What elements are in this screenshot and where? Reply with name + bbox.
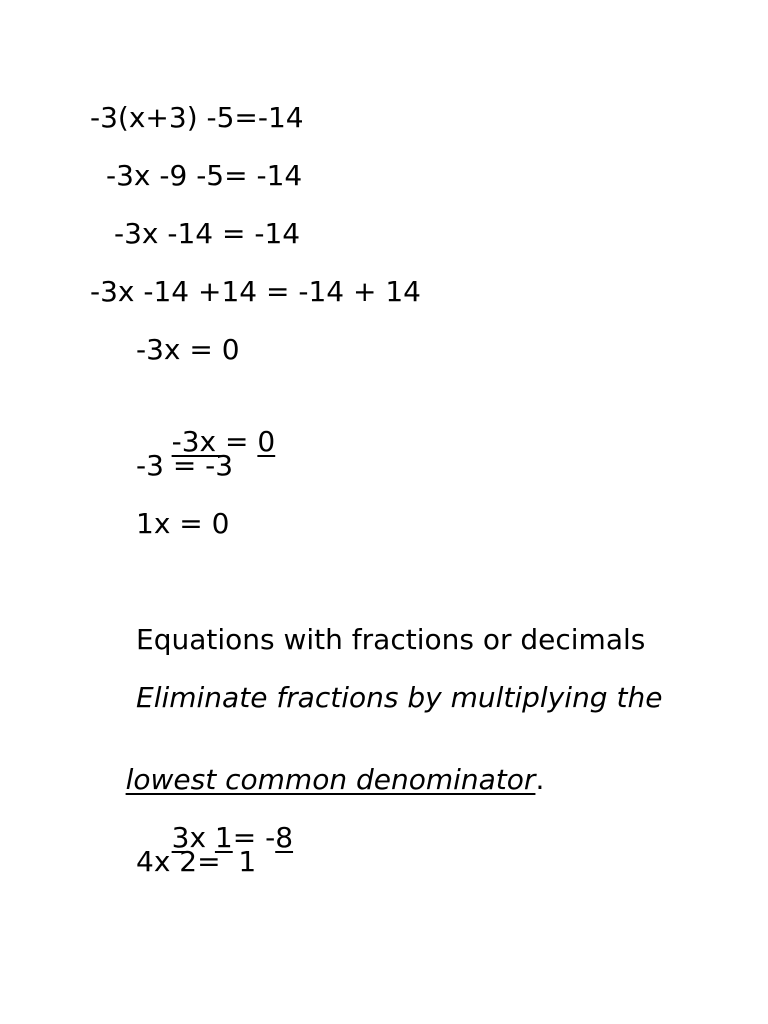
fraction-top-b: x [189,821,215,854]
equation-line-2: -3x -9 -5= -14 [106,159,303,192]
equation-line-4: -3x -14 +14 = -14 + 14 [90,275,421,308]
instruction-line-1: Eliminate fractions by multiplying the [136,681,663,714]
division-left-numerator: -3x [171,425,225,458]
fraction-top-a: 3 [171,821,190,854]
result-line: 1x = 0 [136,507,230,540]
fraction-example-bottom: 4x 2= 1 [136,845,257,878]
fraction-top-d: = - [232,821,276,854]
fraction-top-e: 8 [275,821,294,854]
section-heading: Equations with fractions or decimals [136,623,646,656]
denominator-line: -3 = -3 [136,449,234,482]
equation-line-5: -3x = 0 [136,333,240,366]
equation-line-1: -3(x+3) -5=-14 [90,101,304,134]
fraction-top-c: 1 [214,821,233,854]
instruction-period: . [535,763,545,796]
division-equals: = [225,425,258,458]
equation-line-3: -3x -14 = -14 [114,217,301,250]
instruction-underlined-term: lowest common denominator [125,763,536,796]
division-right-numerator: 0 [257,425,276,458]
